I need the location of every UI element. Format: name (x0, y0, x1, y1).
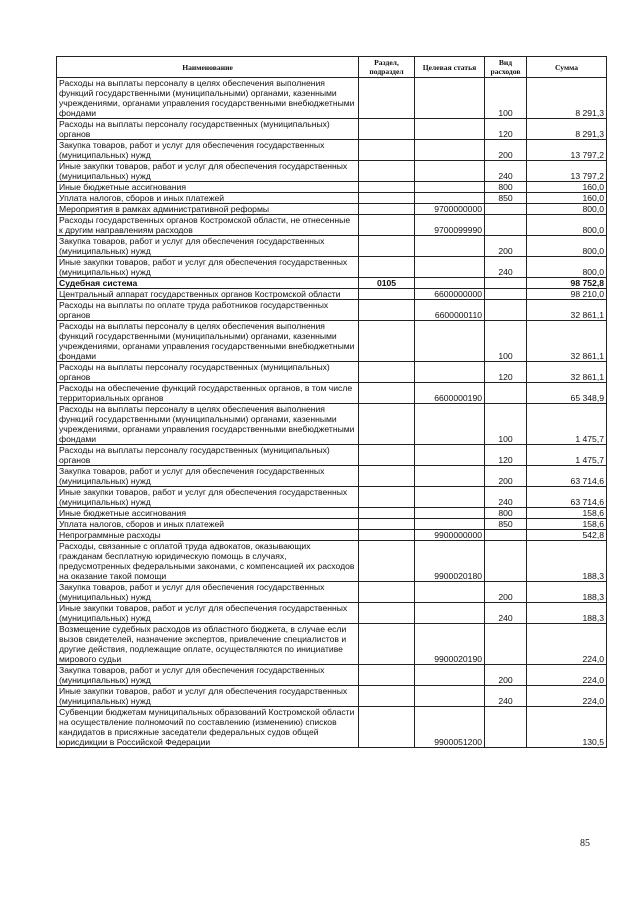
table-row (57, 140, 607, 161)
header-name: Наименование (57, 57, 359, 78)
cell-type: 240 (485, 487, 527, 508)
cell-target (415, 182, 485, 193)
cell-sum: 98 210,0 (527, 289, 607, 300)
cell-section (359, 603, 415, 624)
cell-section (359, 193, 415, 204)
table-row (57, 215, 607, 236)
cell-name: Возмещение судебных расходов из областного бюджета, в случае если вызов свидетелей, назначение экспертов, привлечение специалистов и другие действия, подлежащие оплате, осуществляются по инициативе мирового судьи (57, 624, 359, 665)
table-row (57, 278, 607, 289)
table-row (57, 530, 607, 541)
cell-type (485, 215, 527, 236)
cell-sum: 188,3 (527, 541, 607, 582)
cell-section (359, 78, 415, 119)
cell-type (485, 278, 527, 289)
cell-name: Расходы на обеспечение функций государственных органов, в том числе территориальных органов (57, 383, 359, 404)
cell-type: 800 (485, 182, 527, 193)
cell-target: 9900020190 (415, 624, 485, 665)
cell-sum: 1 475,7 (527, 404, 607, 445)
cell-type: 120 (485, 119, 527, 140)
table-row (57, 582, 607, 603)
cell-type: 240 (485, 161, 527, 182)
cell-sum: 63 714,6 (527, 487, 607, 508)
cell-section (359, 707, 415, 748)
cell-target: 6600000110 (415, 300, 485, 321)
cell-target (415, 321, 485, 362)
cell-type (485, 541, 527, 582)
cell-name: Уплата налогов, сборов и иных платежей (57, 519, 359, 530)
cell-section (359, 182, 415, 193)
cell-sum: 800,0 (527, 236, 607, 257)
cell-section (359, 508, 415, 519)
cell-name: Иные закупки товаров, работ и услуг для обеспечения государственных (муниципальных) нужд (57, 161, 359, 182)
cell-name: Иные бюджетные ассигнования (57, 182, 359, 193)
cell-target: 9900051200 (415, 707, 485, 748)
cell-type (485, 624, 527, 665)
cell-target (415, 466, 485, 487)
cell-name: Закупка товаров, работ и услуг для обеспечения государственных (муниципальных) нужд (57, 582, 359, 603)
cell-section (359, 445, 415, 466)
cell-sum: 158,6 (527, 508, 607, 519)
cell-target (415, 140, 485, 161)
table-row (57, 519, 607, 530)
cell-name: Закупка товаров, работ и услуг для обеспечения государственных (муниципальных) нужд (57, 665, 359, 686)
cell-section (359, 686, 415, 707)
table-row (57, 289, 607, 300)
cell-sum: 188,3 (527, 603, 607, 624)
header-sum: Сумма (527, 57, 607, 78)
cell-target (415, 278, 485, 289)
cell-sum: 160,0 (527, 182, 607, 193)
table-row (57, 466, 607, 487)
cell-name: Субвенции бюджетам муниципальных образований Костромской области на осуществление полномочий по составлению (изменению) списков кандидатов в присяжные заседатели федеральных судов общей юрисдикции в Российской Федерации (57, 707, 359, 748)
cell-section (359, 300, 415, 321)
cell-section (359, 582, 415, 603)
cell-type (485, 289, 527, 300)
cell-type (485, 383, 527, 404)
cell-name: Судебная система (57, 278, 359, 289)
cell-sum: 98 752,8 (527, 278, 607, 289)
cell-name: Центральный аппарат государственных органов Костромской области (57, 289, 359, 300)
cell-name: Расходы на выплаты персоналу государственных (муниципальных) органов (57, 445, 359, 466)
cell-target (415, 603, 485, 624)
cell-name: Иные закупки товаров, работ и услуг для обеспечения государственных (муниципальных) нужд (57, 257, 359, 278)
cell-section (359, 466, 415, 487)
cell-type: 100 (485, 404, 527, 445)
page-number: 85 (580, 838, 590, 849)
budget-table (56, 56, 607, 748)
cell-target: 6600000000 (415, 289, 485, 300)
cell-type: 240 (485, 603, 527, 624)
cell-section (359, 119, 415, 140)
cell-section (359, 257, 415, 278)
cell-sum: 65 348,9 (527, 383, 607, 404)
cell-type: 240 (485, 686, 527, 707)
table-row (57, 236, 607, 257)
cell-target (415, 119, 485, 140)
table-row (57, 624, 607, 665)
cell-type: 850 (485, 519, 527, 530)
cell-target (415, 362, 485, 383)
cell-target: 9700099990 (415, 215, 485, 236)
cell-target (415, 519, 485, 530)
cell-target: 9700000000 (415, 204, 485, 215)
cell-section (359, 362, 415, 383)
cell-target (415, 582, 485, 603)
table-header-row (57, 57, 607, 78)
cell-name: Расходы на выплаты персоналу в целях обеспечения выполнения функций государственными (муниципальными) органами, казенными учреждениями, органами управления государственными внебюджетными фондами (57, 78, 359, 119)
cell-sum: 1 475,7 (527, 445, 607, 466)
cell-name: Иные закупки товаров, работ и услуг для обеспечения государственных (муниципальных) нужд (57, 487, 359, 508)
cell-target (415, 665, 485, 686)
cell-sum: 800,0 (527, 204, 607, 215)
cell-target (415, 161, 485, 182)
cell-name: Расходы на выплаты персоналу в целях обеспечения выполнения функций государственными (муниципальными) органами, казенными учреждениями, органами управления государственными внебюджетными фондами (57, 404, 359, 445)
cell-name: Расходы на выплаты персоналу государственных (муниципальных) органов (57, 119, 359, 140)
cell-sum: 13 797,2 (527, 161, 607, 182)
cell-target (415, 236, 485, 257)
table-row (57, 321, 607, 362)
header-type: Вид расходов (485, 57, 527, 78)
cell-type: 800 (485, 508, 527, 519)
cell-sum: 224,0 (527, 686, 607, 707)
cell-type: 200 (485, 236, 527, 257)
cell-section (359, 519, 415, 530)
cell-type: 200 (485, 140, 527, 161)
cell-name: Иные бюджетные ассигнования (57, 508, 359, 519)
cell-type: 100 (485, 321, 527, 362)
cell-sum: 542,8 (527, 530, 607, 541)
cell-target (415, 686, 485, 707)
header-section: Раздел, подраздел (359, 57, 415, 78)
cell-type: 200 (485, 665, 527, 686)
table-row (57, 161, 607, 182)
table-row (57, 362, 607, 383)
cell-name: Расходы на выплаты по оплате труда работников государственных органов (57, 300, 359, 321)
cell-sum: 13 797,2 (527, 140, 607, 161)
cell-sum: 224,0 (527, 665, 607, 686)
cell-target (415, 193, 485, 204)
table-row (57, 487, 607, 508)
cell-sum: 32 861,1 (527, 321, 607, 362)
cell-section (359, 624, 415, 665)
cell-sum: 8 291,3 (527, 78, 607, 119)
cell-section (359, 321, 415, 362)
cell-target (415, 404, 485, 445)
table-row (57, 508, 607, 519)
cell-type: 850 (485, 193, 527, 204)
table-row (57, 182, 607, 193)
table-row (57, 204, 607, 215)
cell-target (415, 445, 485, 466)
table-row (57, 300, 607, 321)
cell-section: 0105 (359, 278, 415, 289)
cell-type: 240 (485, 257, 527, 278)
cell-target (415, 487, 485, 508)
cell-section (359, 236, 415, 257)
cell-type: 120 (485, 362, 527, 383)
cell-section (359, 404, 415, 445)
cell-type: 200 (485, 466, 527, 487)
cell-type: 100 (485, 78, 527, 119)
cell-target: 9900020180 (415, 541, 485, 582)
cell-type (485, 707, 527, 748)
cell-sum: 800,0 (527, 257, 607, 278)
cell-section (359, 289, 415, 300)
cell-section (359, 530, 415, 541)
cell-section (359, 161, 415, 182)
cell-name: Непрограммные расходы (57, 530, 359, 541)
cell-sum: 188,3 (527, 582, 607, 603)
cell-sum: 158,6 (527, 519, 607, 530)
cell-name: Уплата налогов, сборов и иных платежей (57, 193, 359, 204)
table-row (57, 541, 607, 582)
cell-name: Расходы на выплаты персоналу в целях обеспечения выполнения функций государственными (муниципальными) органами, казенными учреждениями, органами управления государственными внебюджетными фондами (57, 321, 359, 362)
cell-section (359, 541, 415, 582)
table-row (57, 707, 607, 748)
cell-target (415, 257, 485, 278)
cell-sum: 160,0 (527, 193, 607, 204)
cell-sum: 63 714,6 (527, 466, 607, 487)
table-row (57, 257, 607, 278)
cell-target: 9900000000 (415, 530, 485, 541)
cell-section (359, 383, 415, 404)
cell-sum: 32 861,1 (527, 300, 607, 321)
cell-sum: 32 861,1 (527, 362, 607, 383)
cell-type: 200 (485, 582, 527, 603)
cell-sum: 800,0 (527, 215, 607, 236)
cell-sum: 8 291,3 (527, 119, 607, 140)
table-row (57, 445, 607, 466)
cell-section (359, 215, 415, 236)
cell-name: Закупка товаров, работ и услуг для обеспечения государственных (муниципальных) нужд (57, 236, 359, 257)
header-target: Целевая статья (415, 57, 485, 78)
cell-type (485, 530, 527, 541)
cell-name: Закупка товаров, работ и услуг для обеспечения государственных (муниципальных) нужд (57, 140, 359, 161)
table-row (57, 193, 607, 204)
cell-name: Иные закупки товаров, работ и услуг для обеспечения государственных (муниципальных) нужд (57, 603, 359, 624)
table-row (57, 603, 607, 624)
cell-name: Расходы на выплаты персоналу государственных (муниципальных) органов (57, 362, 359, 383)
budget-sheet (56, 56, 606, 748)
cell-target (415, 78, 485, 119)
cell-section (359, 140, 415, 161)
cell-type (485, 300, 527, 321)
table-row (57, 383, 607, 404)
cell-section (359, 487, 415, 508)
cell-target: 6600000190 (415, 383, 485, 404)
cell-name: Расходы государственных органов Костромской области, не отнесенные к другим направлениям расходов (57, 215, 359, 236)
table-row (57, 686, 607, 707)
cell-target (415, 508, 485, 519)
table-row (57, 404, 607, 445)
cell-section (359, 204, 415, 215)
cell-name: Мероприятия в рамках административной реформы (57, 204, 359, 215)
cell-sum: 130,5 (527, 707, 607, 748)
cell-name: Расходы, связанные с оплатой труда адвокатов, оказывающих гражданам бесплатную юридическую помощь в случаях, предусмотренных федеральными законами, с компенсацией их расходов на оказание такой помощи (57, 541, 359, 582)
cell-name: Иные закупки товаров, работ и услуг для обеспечения государственных (муниципальных) нужд (57, 686, 359, 707)
cell-type (485, 204, 527, 215)
cell-name: Закупка товаров, работ и услуг для обеспечения государственных (муниципальных) нужд (57, 466, 359, 487)
cell-sum: 224,0 (527, 624, 607, 665)
table-row (57, 119, 607, 140)
cell-section (359, 665, 415, 686)
table-row (57, 665, 607, 686)
table-row (57, 78, 607, 119)
cell-type: 120 (485, 445, 527, 466)
